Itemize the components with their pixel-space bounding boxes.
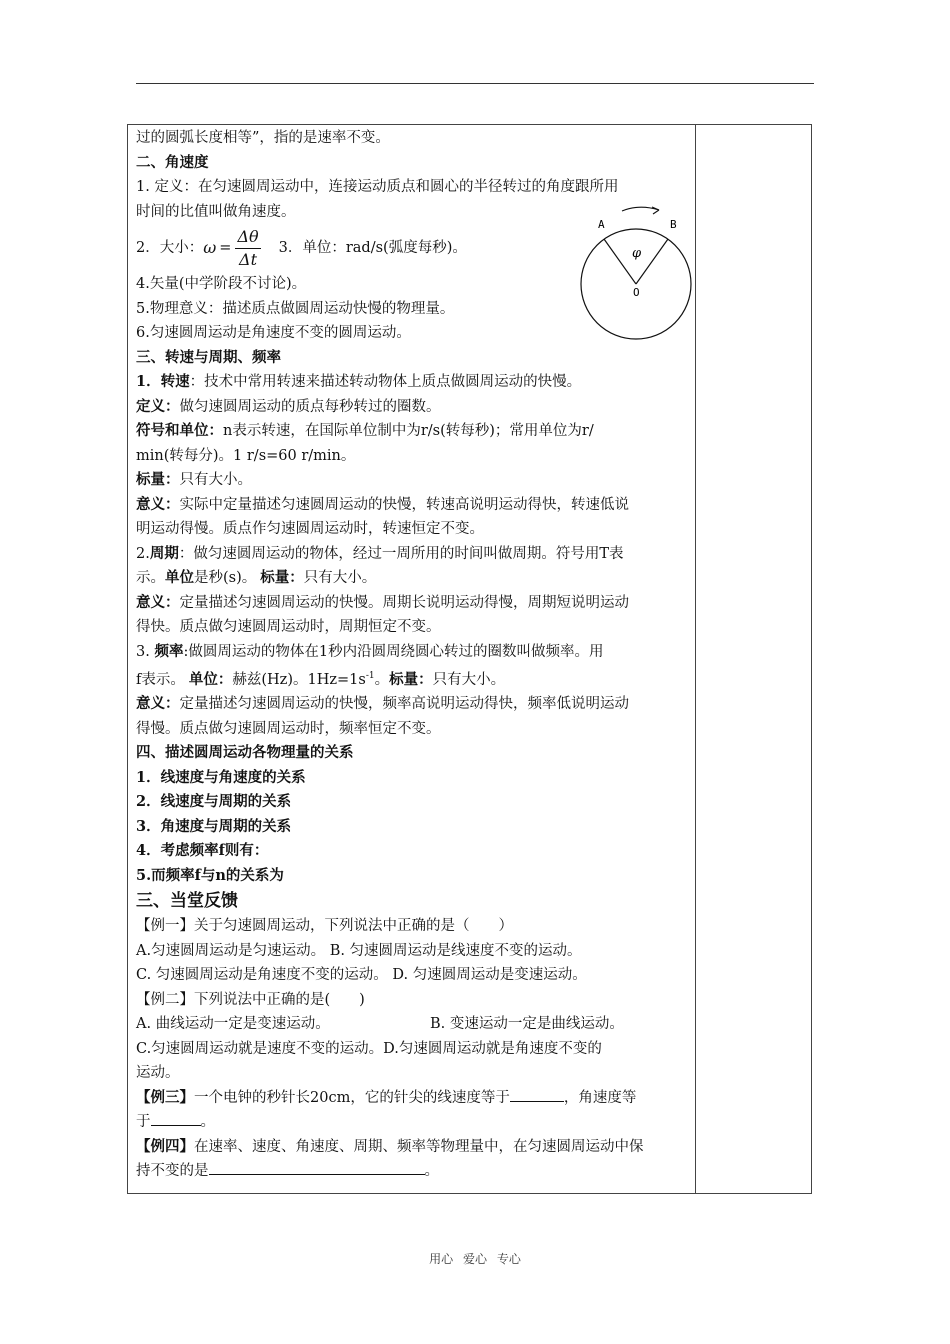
angular-velocity-definition-cont: 时间的比值叫做角速度。 <box>136 203 296 220</box>
example-1-question: 【例一】关于匀速圆周运动，下列说法中正确的是（ ） <box>136 918 513 935</box>
continuation-line: 过的圆弧长度相等”，指的是速率不变。 <box>136 130 390 146</box>
answer-blank[interactable] <box>510 1087 564 1102</box>
angular-velocity-meaning: 5.物理意义：描述质点做圆周运动快慢的物理量。 <box>136 300 455 317</box>
relation-item: 4．考虑频率f则有： <box>136 842 269 860</box>
angular-velocity-formula-line: 2．大小： ω = $\frac{\Delta\theta}{\Delta t}$ 3．单位：rad/s(弧度每秒)。 <box>136 226 467 269</box>
example-4-question: 【例四】在速率、速度、角速度、周期、频率等物理量中，在匀速圆周运动中保 <box>136 1137 644 1155</box>
period-definition: 2.周期：做匀速圆周运动的物体，经过一周所用的时间叫做周期。符号用T表 <box>136 544 624 562</box>
example-1-options-ab: A.匀速圆周运动是匀速运动。 B. 匀速圆周运动是线速度不变的运动。 <box>136 942 582 959</box>
omega-symbol: ω <box>203 237 217 257</box>
rotation-speed-definition: 定义：做匀速圆周运动的质点每秒转过的圈数。 <box>136 397 441 415</box>
angular-velocity-definition: 1. 定义：在匀速圆周运动中，连接运动质点和圆心的半径转过的角度跟所用 <box>136 179 619 195</box>
answer-blank[interactable] <box>209 1160 425 1175</box>
page-footer: 用心 爱心 专心 <box>429 1252 521 1266</box>
frequency-meaning-cont: 得慢。质点做匀速圆周运动时，频率恒定不变。 <box>136 720 441 737</box>
rotation-speed-intro: 1．转速：技术中常用转速来描述转动物体上质点做圆周运动的快慢。 <box>136 373 582 390</box>
frequency-definition: 3. 频率:做圆周运动的物体在1秒内沿圆周绕圆心转过的圈数叫做频率。用 <box>136 642 604 660</box>
table-column-divider <box>695 124 696 1194</box>
angular-velocity-fraction: $\frac{\Delta\theta}{\Delta t}$ <box>237 226 259 269</box>
section-rotation-heading: 三、转速与周期、频率 <box>136 348 281 366</box>
label-b: B <box>670 218 677 231</box>
period-meaning-cont: 得快。质点做匀速圆周运动时，周期恒定不变。 <box>136 619 441 635</box>
label-o: O <box>633 286 640 299</box>
example-3-question-cont: 于 。 <box>136 1110 691 1135</box>
example-2-options-ab: A. 曲线运动一定是变速运动。 B. 变速运动一定是曲线运动。 <box>136 1016 624 1033</box>
rotation-speed-symbol: 符号和单位：n表示转速，在国际单位制中为r/s(转每秒)；常用单位为r/ <box>136 422 594 439</box>
relation-item: 2．线速度与周期的关系 <box>136 793 292 811</box>
example-2-options-cd-cont: 运动。 <box>136 1065 180 1082</box>
angular-velocity-unit: 3．单位：rad/s(弧度每秒)。 <box>278 239 467 256</box>
example-3-question: 【例三】一个电钟的秒针长20cm，它的针尖的线速度等于 ，角速度等 <box>136 1088 637 1106</box>
example-2-options-cd: C.匀速圆周运动就是速度不变的运动。D.匀速圆周运动就是角速度不变的 <box>136 1040 602 1057</box>
feedback-heading: 三、当堂反馈 <box>136 891 238 912</box>
section-relations-heading: 四、描述圆周运动各物理量的关系 <box>136 744 354 762</box>
rotation-speed-scalar: 标量：只有大小。 <box>136 471 252 488</box>
label-a: A <box>598 218 605 231</box>
answer-blank[interactable] <box>151 1111 201 1126</box>
relation-item: 3．角速度与周期的关系 <box>136 817 292 835</box>
rotation-speed-meaning: 意义：实际中定量描述匀速圆周运动的快慢，转速高说明运动得快，转速低说 <box>136 495 629 513</box>
rotation-speed-meaning-cont: 明运动得慢。质点作匀速圆周运动时，转速恒定不变。 <box>136 521 484 537</box>
relation-item: 5.而频率f与n的关系为 <box>136 866 284 884</box>
period-meaning: 意义：定量描述匀速圆周运动的快慢。周期长说明运动得慢，周期短说明运动 <box>136 593 629 611</box>
period-definition-cont: 示。单位是秒(s)。 标量：只有大小。 <box>136 569 377 586</box>
angular-velocity-vector: 4.矢量(中学阶段不讨论)。 <box>136 276 307 292</box>
header-rule <box>136 83 814 84</box>
frequency-definition-cont: f表示。 单位：赫兹(Hz)。$1Hz=1s^{-1}$。标量：只有大小。 <box>136 670 506 688</box>
circle-diagram <box>577 205 695 343</box>
relation-item: 1．线速度与角速度的关系 <box>136 768 306 786</box>
label-phi: φ <box>632 246 642 261</box>
example-2-question: 【例二】下列说法中正确的是( ) <box>136 991 365 1008</box>
angular-velocity-uniform: 6.匀速圆周运动是角速度不变的圆周运动。 <box>136 325 411 341</box>
example-4-question-cont: 持不变的是 。 <box>136 1159 691 1184</box>
frequency-meaning: 意义：定量描述匀速圆周运动的快慢，频率高说明运动得快，频率低说明运动 <box>136 695 629 713</box>
section-angular-velocity-heading: 二、角速度 <box>136 153 209 171</box>
example-1-options-cd: C. 匀速圆周运动是角速度不变的运动。 D. 匀速圆周运动是变速运动。 <box>136 967 587 984</box>
rotation-speed-symbol-cont: min(转每分)。1 r/s=60 r/min。 <box>136 447 356 464</box>
